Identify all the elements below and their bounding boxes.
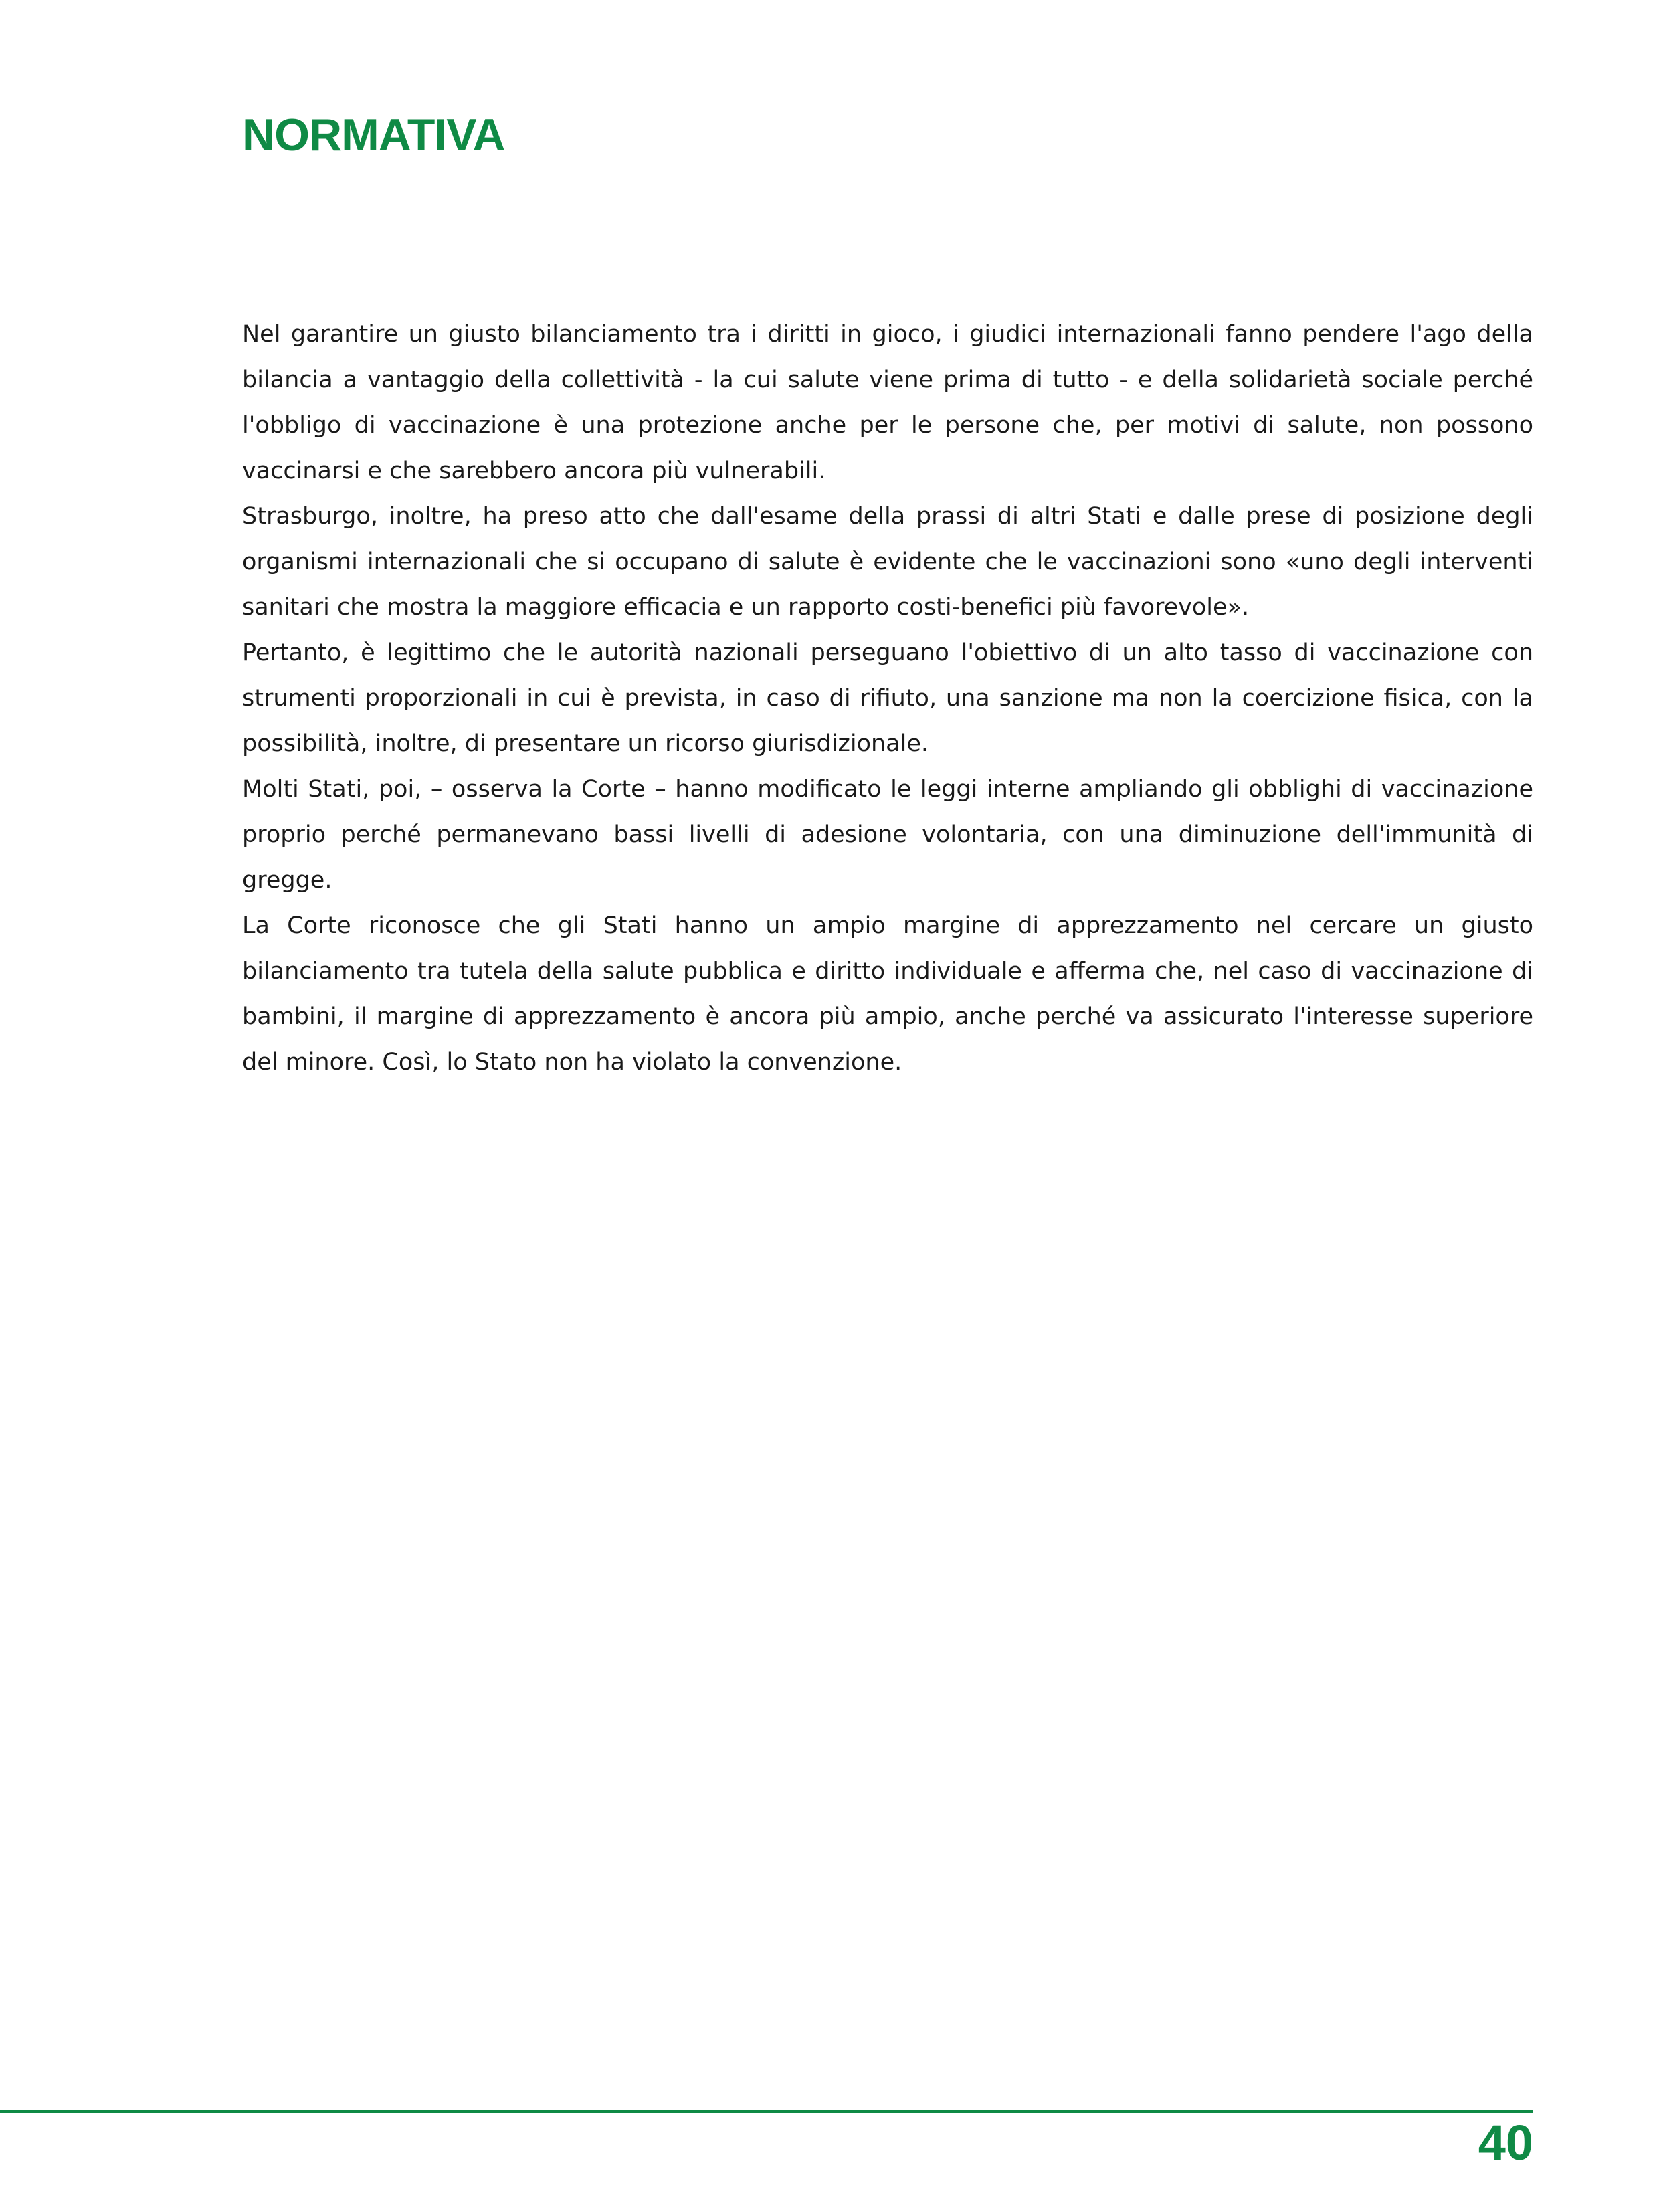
- page-number: 40: [1478, 2115, 1533, 2171]
- paragraph: Molti Stati, poi, – osserva la Corte – hanno modificato le leggi interne ampliando gli obblighi di vaccinazione proprio perché permanevano bassi livelli di adesione volontaria, con una diminuzione dell'immunità di gregge.: [242, 776, 1533, 894]
- paragraph: Strasburgo, inoltre, ha preso atto che dall'esame della prassi di altri Stati e dalle prese di posizione degli organismi internazionali che si occupano di salute è evidente che le vaccinazioni sono «uno degli interventi sanitari che mostra la maggiore efficacia e un rapporto costi-benefici più favorevole».: [242, 503, 1533, 621]
- page-title: NORMATIVA: [242, 110, 505, 161]
- body-text: [242, 312, 1533, 1085]
- paragraph: Pertanto, è legittimo che le autorità nazionali perseguano l'obiettivo di un alto tasso di vaccinazione con strumenti proporzionali in cui è prevista, in caso di rifiuto, una sanzione ma non la coercizione fisica, con la possibilità, inoltre, di presentare un ricorso giurisdizionale.: [242, 639, 1533, 757]
- paragraph: Nel garantire un giusto bilanciamento tra i diritti in gioco, i giudici internazionali fanno pendere l'ago della bilancia a vantaggio della collettività - la cui salute viene prima di tutto - e della solidarietà sociale perché l'obbligo di vaccinazione è una protezione anche per le persone che, per motivi di salute, non possono vaccinarsi e che sarebbero ancora più vulnerabili.: [242, 321, 1533, 484]
- footer-divider: [0, 2110, 1533, 2113]
- paragraph: La Corte riconosce che gli Stati hanno un ampio margine di apprezzamento nel cercare un giusto bilanciamento tra tutela della salute pubblica e diritto individuale e afferma che, nel caso di vaccinazione di bambini, il margine di apprezzamento è ancora più ampio, anche perché va assicurato l'interesse superiore del minore. Così, lo Stato non ha violato la convenzione.: [242, 912, 1533, 1076]
